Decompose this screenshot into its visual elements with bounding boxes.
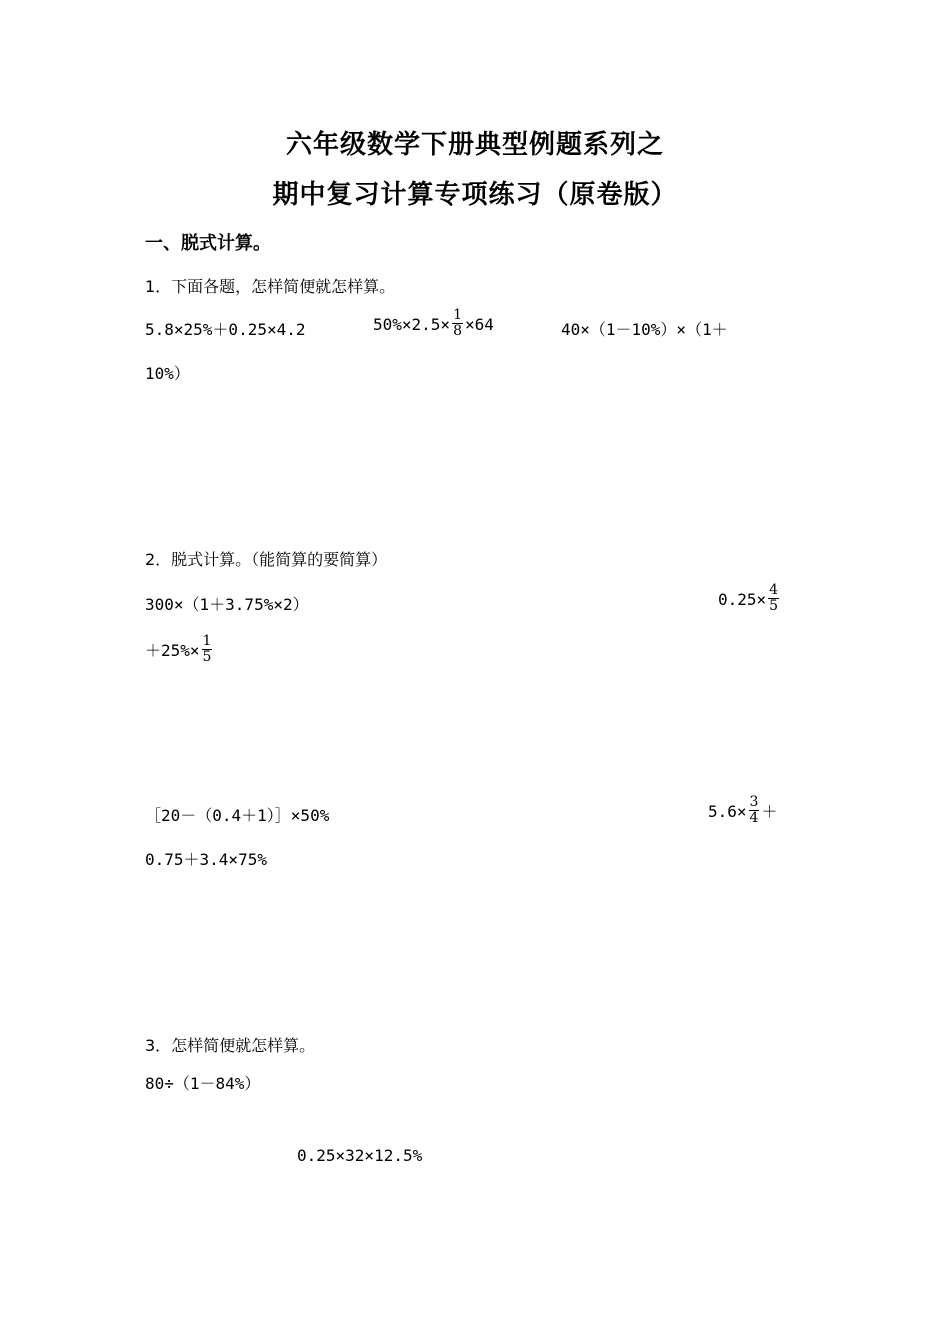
q2-expression-2-prefix: 0.25× — [718, 590, 767, 609]
q1-expression-2 — [373, 308, 494, 342]
q2-expression-4-line-2: 0.75＋3.4×75% — [145, 850, 267, 869]
q2-expression-1: 300×（1＋3.75%×2） — [145, 595, 309, 614]
q2-expression-3: ［20－（0.4＋1）］×50% — [145, 806, 330, 825]
q1-expression-3-line-1: 40×（1－10%）×（1＋ — [561, 320, 728, 339]
fraction-numerator: 1 — [453, 307, 462, 323]
question-2-prompt: 2．脱式计算。（能简算的要简算） — [145, 550, 388, 569]
fraction-denominator: 5 — [202, 649, 212, 665]
question-3-prompt: 3．怎样简便就怎样算。 — [145, 1036, 316, 1055]
fraction — [749, 795, 760, 826]
q2-expression-4-prefix: 5.6× — [708, 802, 747, 821]
fraction-denominator: 4 — [749, 810, 759, 826]
q3-expression-2: 0.25×32×12.5% — [297, 1146, 423, 1165]
q1-expression-2-prefix: 50%×2.5× — [373, 315, 451, 334]
fraction — [452, 308, 463, 339]
q2-expression-2-line-1 — [718, 583, 781, 617]
fraction — [202, 634, 213, 665]
section-heading: 一、脱式计算。 — [145, 233, 271, 254]
q1-expression-3-line-2: 10%） — [145, 364, 190, 383]
q1-expression-2-suffix: ×64 — [464, 315, 494, 334]
fraction — [768, 583, 779, 614]
q2-expression-4-line-1 — [708, 795, 777, 829]
title-line-1: 六年级数学下册典型例题系列之 — [285, 130, 664, 160]
q3-expression-1: 80÷（1－84%） — [145, 1074, 261, 1093]
fraction-numerator: 1 — [202, 633, 212, 649]
q2-expression-2-line-2-prefix: ＋25%× — [145, 641, 200, 660]
fraction-denominator: 8 — [453, 323, 462, 339]
q1-expression-1: 5.8×25%＋0.25×4.2 — [145, 320, 306, 339]
question-1-prompt: 1．下面各题，怎样简便就怎样算。 — [145, 277, 396, 296]
fraction-denominator: 5 — [769, 598, 779, 614]
fraction-numerator: 3 — [749, 794, 759, 810]
title-line-2: 期中复习计算专项练习（原卷版） — [272, 180, 678, 210]
q2-expression-4-suffix: ＋ — [761, 802, 778, 821]
fraction-numerator: 4 — [769, 582, 779, 598]
q2-expression-2-line-2 — [145, 634, 214, 668]
